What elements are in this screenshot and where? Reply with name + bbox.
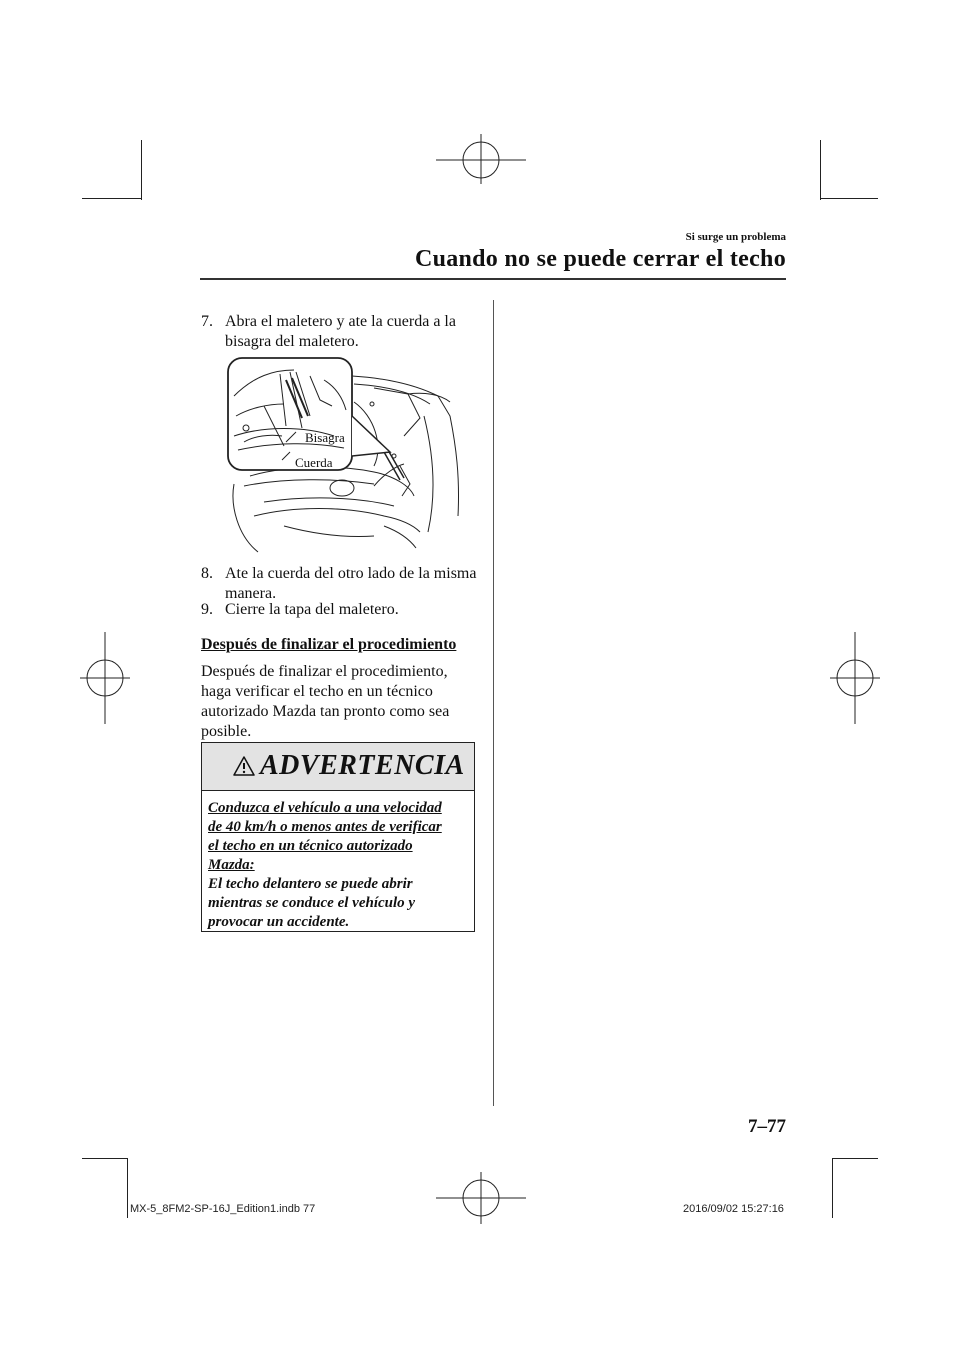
warning-text [208, 799, 470, 932]
registration-target-right [830, 632, 880, 724]
warning-line: Conduzca el vehículo a una velocidad [208, 800, 442, 816]
registration-target-left [80, 632, 130, 724]
paragraph-line: posible. [201, 723, 252, 740]
registration-target-top [436, 134, 526, 184]
step-text-continued: manera. [225, 585, 277, 602]
warning-line: Mazda: [208, 857, 255, 873]
warning-triangle-icon [232, 755, 256, 777]
after-paragraph [201, 662, 487, 742]
step-8 [201, 564, 487, 604]
warning-line: El techo delantero se puede abrir [208, 876, 413, 892]
paragraph-line: Después de finalizar el procedimiento, [201, 663, 448, 680]
step-text: Abra el maletero y ate la cuerda a la [225, 313, 456, 330]
header-divider [200, 278, 786, 280]
footer-timestamp: 2016/09/02 15:27:16 [683, 1203, 784, 1215]
step-number: 8. [201, 565, 213, 582]
step-number: 7. [201, 313, 213, 330]
warning-line: el techo en un técnico autorizado [208, 838, 413, 854]
step-text-continued: bisagra del maletero. [225, 333, 359, 350]
registration-target-bottom [436, 1172, 526, 1224]
step-7 [201, 312, 487, 352]
page-number: 7–77 [748, 1116, 786, 1137]
paragraph-line: haga verificar el techo en un técnico [201, 683, 433, 700]
step-text: Cierre la tapa del maletero. [225, 601, 399, 618]
subsection-heading: Después de finalizar el procedimiento [201, 636, 457, 653]
label-hinge: Bisagra [305, 430, 345, 445]
warning-line: provocar un accidente. [208, 914, 350, 930]
warning-title: ADVERTENCIA [260, 750, 465, 781]
column-divider [493, 300, 494, 1106]
section-label: Si surge un problema [685, 231, 786, 243]
label-rope: Cuerda [295, 455, 333, 470]
page-title: Cuando no se puede cerrar el techo [414, 246, 786, 272]
warning-line: de 40 km/h o menos antes de verificar [208, 819, 442, 835]
trunk-hinge-illustration [224, 356, 464, 556]
step-number: 9. [201, 601, 213, 618]
warning-header [202, 743, 474, 791]
step-9 [201, 600, 487, 620]
footer-file: MX-5_8FM2-SP-16J_Edition1.indb 77 [130, 1203, 316, 1215]
warning-line: mientras se conduce el vehículo y [208, 895, 416, 911]
paragraph-line: autorizado Mazda tan pronto como sea [201, 703, 450, 720]
warning-box [201, 742, 475, 932]
step-text: Ate la cuerda del otro lado de la misma [225, 565, 477, 582]
